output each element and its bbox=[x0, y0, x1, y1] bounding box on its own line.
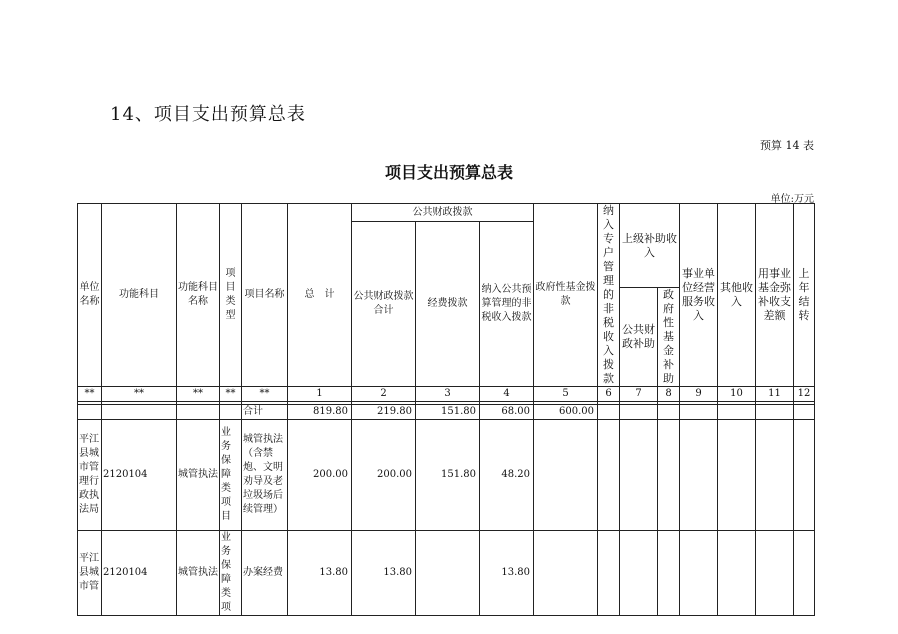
header-unit-name: 单位名称 bbox=[78, 204, 102, 387]
page-title: 项目支出预算总表 bbox=[384, 163, 513, 182]
header-upper-gov: 政府性基金补助 bbox=[658, 288, 680, 387]
public-total-cell: 13.80 bbox=[352, 531, 416, 616]
index-cell: 7 bbox=[620, 387, 658, 402]
index-cell: 6 bbox=[598, 387, 620, 402]
header-public-total: 公共财政拨款合计 bbox=[352, 222, 416, 387]
func-name-cell: 城管执法 bbox=[177, 531, 220, 616]
index-cell: 4 bbox=[480, 387, 534, 402]
index-cell: ** bbox=[220, 387, 242, 402]
total-row bbox=[78, 405, 815, 420]
total-cell: 13.80 bbox=[288, 531, 352, 616]
proj-type-cell: 业务保障类项目 bbox=[220, 420, 242, 531]
operating-cell bbox=[416, 531, 480, 616]
header-other: 其他收入 bbox=[718, 204, 756, 387]
budget-table bbox=[77, 203, 815, 616]
unit-cell: 平江县城市管理行政执法局 bbox=[78, 420, 102, 531]
unit-label: 单位:万元 bbox=[770, 194, 814, 205]
header-fund-cover: 用事业基金弥补收支差额 bbox=[756, 204, 794, 387]
index-cell: 3 bbox=[416, 387, 480, 402]
header-func-code: 功能科目 bbox=[102, 204, 177, 387]
func-name-cell: 城管执法 bbox=[177, 420, 220, 531]
nontax-cell: 48.20 bbox=[480, 420, 534, 531]
section-title: 14、项目支出预算总表 bbox=[110, 104, 306, 125]
total-nontax: 68.00 bbox=[480, 405, 534, 420]
index-cell: 5 bbox=[534, 387, 598, 402]
public-total-cell: 200.00 bbox=[352, 420, 416, 531]
func-code-cell: 2120104 bbox=[102, 420, 177, 531]
index-cell: 11 bbox=[756, 387, 794, 402]
total-operating: 151.80 bbox=[416, 405, 480, 420]
index-cell: 10 bbox=[718, 387, 756, 402]
index-cell: ** bbox=[78, 387, 102, 402]
header-total: 总 计 bbox=[288, 204, 352, 387]
index-cell: 9 bbox=[680, 387, 718, 402]
header-proj-name: 项目名称 bbox=[242, 204, 288, 387]
table-row bbox=[78, 420, 815, 531]
total-label: 合计 bbox=[242, 405, 288, 420]
header-func-name: 功能科目名称 bbox=[177, 204, 220, 387]
header-public-group: 公共财政拨款 bbox=[352, 204, 534, 222]
index-cell: 1 bbox=[288, 387, 352, 402]
index-cell: ** bbox=[177, 387, 220, 402]
header-business: 事业单位经营服务收入 bbox=[680, 204, 718, 387]
table-number: 预算 14 表 bbox=[760, 139, 814, 152]
header-proj-type: 项目类型 bbox=[220, 204, 242, 387]
proj-name-cell: 城管执法（含禁炮、文明劝导及老垃圾场后续管理） bbox=[242, 420, 288, 531]
nontax-cell: 13.80 bbox=[480, 531, 534, 616]
proj-name-cell: 办案经费 bbox=[242, 531, 288, 616]
header-upper-public: 公共财政补助 bbox=[620, 288, 658, 387]
index-cell: 12 bbox=[794, 387, 815, 402]
index-cell: 2 bbox=[352, 387, 416, 402]
header-operating: 经费拨款 bbox=[416, 222, 480, 387]
total-cell: 200.00 bbox=[288, 420, 352, 531]
index-cell: 8 bbox=[658, 387, 680, 402]
total-gov-fund: 600.00 bbox=[534, 405, 598, 420]
total-amount: 819.80 bbox=[288, 405, 352, 420]
total-public: 219.80 bbox=[352, 405, 416, 420]
unit-cell: 平江县城市管 bbox=[78, 531, 102, 616]
func-code-cell: 2120104 bbox=[102, 531, 177, 616]
header-nontax: 纳入公共预算管理的非税收入拨款 bbox=[480, 222, 534, 387]
table-row bbox=[78, 531, 815, 616]
proj-type-cell: 业务保障类项 bbox=[220, 531, 242, 616]
column-index-row bbox=[78, 387, 815, 402]
header-special-nontax: 纳入专户管理的非税收入拨款 bbox=[598, 204, 620, 387]
header-carryover: 上年结转 bbox=[794, 204, 815, 387]
index-cell: ** bbox=[102, 387, 177, 402]
operating-cell: 151.80 bbox=[416, 420, 480, 531]
index-cell: ** bbox=[242, 387, 288, 402]
header-gov-fund: 政府性基金拨款 bbox=[534, 204, 598, 387]
header-upper-group: 上级补助收入 bbox=[620, 204, 680, 288]
